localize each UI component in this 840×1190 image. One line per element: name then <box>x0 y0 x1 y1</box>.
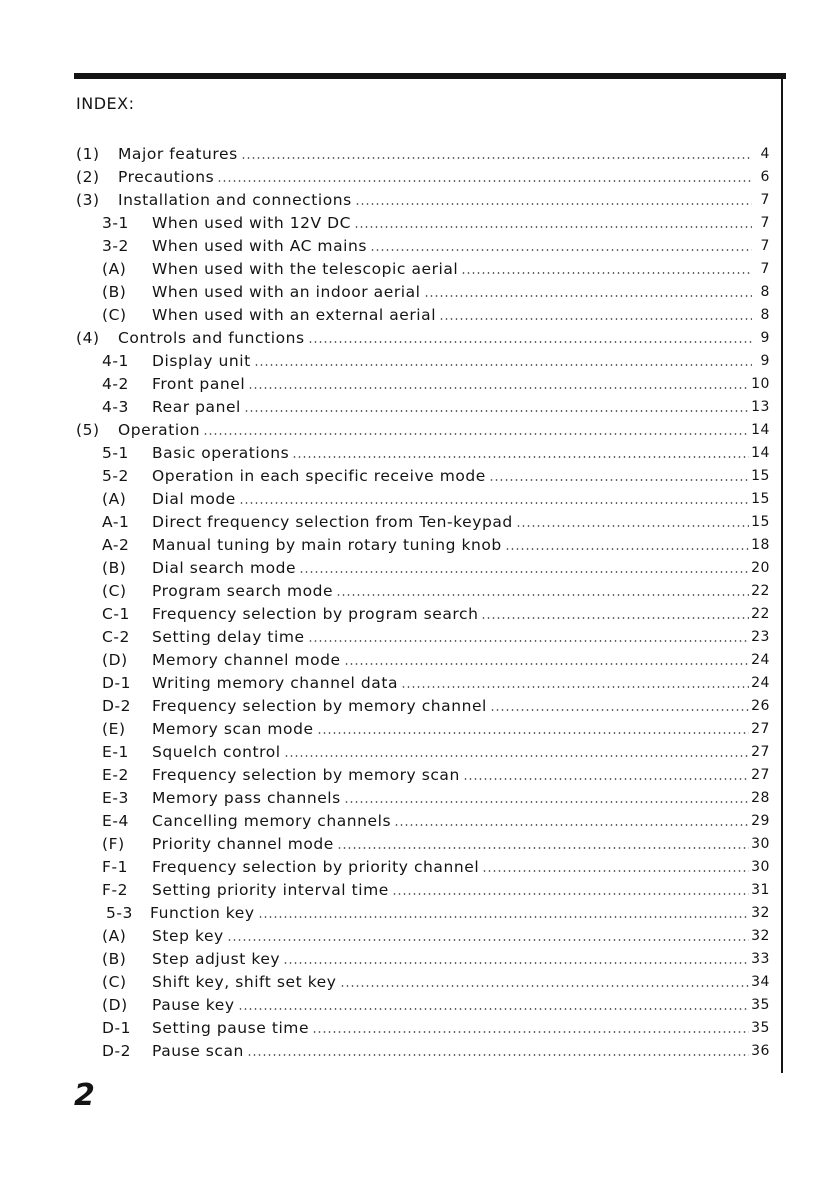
toc-entry-page: 4 <box>760 146 770 162</box>
toc-entry-page: 14 <box>751 422 770 438</box>
toc-entry-number: (D) <box>102 651 128 669</box>
toc-entry-number: (2) <box>76 168 100 186</box>
toc-entry-title: Shift key, shift set key <box>152 973 337 991</box>
toc-entry-page: 22 <box>751 606 770 622</box>
dot-leader <box>217 180 752 182</box>
toc-entry-number: C-2 <box>102 628 130 646</box>
dot-leader <box>247 1054 749 1056</box>
toc-entry-number: (F) <box>102 835 125 853</box>
toc-entry <box>76 761 770 784</box>
toc-entry-title: Step key <box>152 927 224 945</box>
dot-leader <box>241 157 752 159</box>
toc-entry-page: 35 <box>751 997 770 1013</box>
toc-entry-title: Setting priority interval time <box>152 881 389 899</box>
toc-entry-number: (B) <box>102 283 127 301</box>
page-number: 2 <box>74 1078 95 1113</box>
toc-entry <box>76 393 770 416</box>
table-of-contents <box>76 140 770 1060</box>
toc-entry <box>76 807 770 830</box>
toc-entry <box>76 738 770 761</box>
dot-leader <box>489 479 749 481</box>
toc-entry-number: E-4 <box>102 812 129 830</box>
dot-leader <box>355 203 752 205</box>
toc-entry-number: 5-1 <box>102 444 129 462</box>
toc-entry-number: (E) <box>102 720 126 738</box>
toc-entry <box>76 922 770 945</box>
dot-leader <box>490 709 749 711</box>
toc-entry-number: (5) <box>76 421 100 439</box>
toc-entry-title: Precautions <box>118 168 215 186</box>
toc-entry-title: Frequency selection by memory channel <box>152 697 487 715</box>
toc-entry-number: A-1 <box>102 513 130 531</box>
toc-entry <box>76 278 770 301</box>
dot-leader <box>392 893 749 895</box>
dot-leader <box>482 870 749 872</box>
toc-entry-page: 24 <box>751 652 770 668</box>
toc-entry <box>76 140 770 163</box>
dot-leader <box>354 226 752 228</box>
toc-entry-title: Dial search mode <box>152 559 297 577</box>
toc-entry-number: (A) <box>102 927 127 945</box>
toc-entry <box>76 485 770 508</box>
toc-entry-page: 33 <box>751 951 770 967</box>
toc-entry-page: 22 <box>751 583 770 599</box>
dot-leader <box>258 916 749 918</box>
toc-entry-title: Setting delay time <box>152 628 305 646</box>
toc-entry <box>76 232 770 255</box>
toc-entry-page: 6 <box>760 169 770 185</box>
toc-entry-page: 7 <box>760 215 770 231</box>
toc-entry <box>76 255 770 278</box>
toc-entry-page: 32 <box>751 905 770 921</box>
toc-entry-number: (B) <box>102 559 127 577</box>
toc-entry-number: (C) <box>102 582 127 600</box>
toc-entry-page: 8 <box>760 284 770 300</box>
toc-entry-title: Frequency selection by program search <box>152 605 479 623</box>
toc-entry-title: Dial mode <box>152 490 236 508</box>
toc-entry <box>76 991 770 1014</box>
toc-entry-page: 27 <box>751 767 770 783</box>
toc-entry <box>76 692 770 715</box>
toc-entry <box>76 186 770 209</box>
toc-entry-number: (C) <box>102 306 127 324</box>
toc-entry-title: Memory channel mode <box>152 651 341 669</box>
top-rule <box>74 73 786 79</box>
toc-entry <box>76 623 770 646</box>
dot-leader <box>238 1008 749 1010</box>
toc-entry-page: 27 <box>751 744 770 760</box>
toc-entry <box>76 876 770 899</box>
toc-entry <box>76 715 770 738</box>
toc-entry-number: (B) <box>102 950 127 968</box>
toc-entry-title: Basic operations <box>152 444 290 462</box>
toc-entry-page: 34 <box>751 974 770 990</box>
toc-entry-title: Memory pass channels <box>152 789 341 807</box>
toc-entry-title: When used with an external aerial <box>152 306 437 324</box>
toc-entry-page: 24 <box>751 675 770 691</box>
toc-entry-title: Program search mode <box>152 582 334 600</box>
dot-leader <box>227 939 749 941</box>
dot-leader <box>336 594 749 596</box>
toc-entry-page: 36 <box>751 1043 770 1059</box>
toc-entry-page: 7 <box>760 238 770 254</box>
toc-entry-title: Front panel <box>152 375 246 393</box>
toc-entry-number: F-1 <box>102 858 129 876</box>
toc-entry-number: E-1 <box>102 743 129 761</box>
toc-entry-title: Installation and connections <box>118 191 352 209</box>
toc-entry <box>76 301 770 324</box>
dot-leader <box>248 387 749 389</box>
toc-entry-page: 15 <box>751 514 770 530</box>
toc-entry-title: Operation in each specific receive mode <box>152 467 486 485</box>
toc-entry <box>76 554 770 577</box>
dot-leader <box>283 962 749 964</box>
dot-leader <box>344 801 749 803</box>
toc-entry-number: (1) <box>76 145 100 163</box>
toc-entry-number: E-2 <box>102 766 129 784</box>
index-heading: INDEX: <box>76 94 135 113</box>
toc-entry-page: 14 <box>751 445 770 461</box>
toc-entry <box>76 784 770 807</box>
toc-entry <box>76 646 770 669</box>
toc-entry-page: 27 <box>751 721 770 737</box>
toc-entry-number: D-2 <box>102 1042 132 1060</box>
toc-entry-title: Manual tuning by main rotary tuning knob <box>152 536 502 554</box>
toc-entry-page: 28 <box>751 790 770 806</box>
toc-entry-page: 29 <box>751 813 770 829</box>
dot-leader <box>461 272 752 274</box>
dot-leader <box>394 824 749 826</box>
dot-leader <box>299 571 749 573</box>
toc-entry-page: 30 <box>751 836 770 852</box>
toc-entry-number: D-1 <box>102 1019 132 1037</box>
toc-entry <box>76 439 770 462</box>
dot-leader <box>308 341 752 343</box>
toc-entry-number: (C) <box>102 973 127 991</box>
toc-entry-title: When used with 12V DC <box>152 214 352 232</box>
toc-entry-title: Rear panel <box>152 398 241 416</box>
dot-leader <box>340 985 750 987</box>
toc-entry-title: Pause scan <box>152 1042 244 1060</box>
toc-entry <box>76 853 770 876</box>
dot-leader <box>317 732 750 734</box>
toc-entry-number: D-2 <box>102 697 132 715</box>
toc-entry-number: D-1 <box>102 674 132 692</box>
toc-entry-title: Operation <box>118 421 201 439</box>
toc-entry-title: Frequency selection by memory scan <box>152 766 460 784</box>
toc-entry-title: Writing memory channel data <box>152 674 398 692</box>
toc-entry-page: 15 <box>751 491 770 507</box>
toc-entry <box>76 416 770 439</box>
toc-entry-number: 4-1 <box>102 352 129 370</box>
dot-leader <box>308 640 749 642</box>
dot-leader <box>370 249 752 251</box>
toc-entry <box>76 968 770 991</box>
toc-entry-title: Squelch control <box>152 743 281 761</box>
toc-entry-title: Frequency selection by priority channel <box>152 858 480 876</box>
toc-entry <box>76 830 770 853</box>
toc-entry-title: Cancelling memory channels <box>152 812 392 830</box>
toc-entry-title: Controls and functions <box>118 329 305 347</box>
toc-entry-number: 4-3 <box>102 398 129 416</box>
toc-entry-page: 10 <box>751 376 770 392</box>
toc-entry <box>76 209 770 232</box>
dot-leader <box>239 502 749 504</box>
toc-entry-number: C-1 <box>102 605 130 623</box>
toc-entry-title: Setting pause time <box>152 1019 310 1037</box>
right-margin-rule <box>781 73 783 1073</box>
toc-entry-page: 20 <box>751 560 770 576</box>
toc-entry <box>76 324 770 347</box>
dot-leader <box>284 755 749 757</box>
toc-entry <box>76 577 770 600</box>
dot-leader <box>203 433 749 435</box>
toc-entry-title: Priority channel mode <box>152 835 334 853</box>
toc-entry-page: 7 <box>760 261 770 277</box>
dot-leader <box>337 847 749 849</box>
toc-entry-page: 9 <box>760 353 770 369</box>
toc-entry <box>76 600 770 623</box>
toc-entry-number: E-3 <box>102 789 129 807</box>
toc-entry <box>76 370 770 393</box>
toc-entry-page: 30 <box>751 859 770 875</box>
toc-entry-title: Display unit <box>152 352 251 370</box>
toc-entry-page: 9 <box>760 330 770 346</box>
toc-entry-page: 26 <box>751 698 770 714</box>
toc-entry <box>76 347 770 370</box>
toc-entry-page: 23 <box>751 629 770 645</box>
dot-leader <box>424 295 752 297</box>
toc-entry-title: Pause key <box>152 996 235 1014</box>
dot-leader <box>254 364 752 366</box>
toc-entry-number: (3) <box>76 191 100 209</box>
dot-leader <box>344 663 749 665</box>
toc-entry-number: F-2 <box>102 881 129 899</box>
toc-entry <box>76 531 770 554</box>
toc-entry-number: 5-2 <box>102 467 129 485</box>
toc-entry-number: 4-2 <box>102 375 129 393</box>
toc-entry-number: A-2 <box>102 536 130 554</box>
toc-entry-title: When used with an indoor aerial <box>152 283 421 301</box>
toc-entry-title: Major features <box>118 145 238 163</box>
toc-entry-page: 7 <box>760 192 770 208</box>
toc-entry-title: Direct frequency selection from Ten-keypad <box>152 513 513 531</box>
toc-entry-page: 18 <box>751 537 770 553</box>
toc-entry-number: (4) <box>76 329 100 347</box>
toc-entry-title: Memory scan mode <box>152 720 314 738</box>
toc-entry-number: (D) <box>102 996 128 1014</box>
toc-entry-page: 15 <box>751 468 770 484</box>
toc-entry-number: (A) <box>102 490 127 508</box>
dot-leader <box>292 456 749 458</box>
dot-leader <box>439 318 752 320</box>
dot-leader <box>401 686 749 688</box>
toc-entry-page: 32 <box>751 928 770 944</box>
toc-entry <box>76 508 770 531</box>
dot-leader <box>505 548 749 550</box>
dot-leader <box>481 617 749 619</box>
dot-leader <box>244 410 749 412</box>
toc-entry-number: 3-1 <box>102 214 129 232</box>
dot-leader <box>312 1031 749 1033</box>
toc-entry <box>76 945 770 968</box>
toc-entry-title: Function key <box>150 904 255 922</box>
toc-entry <box>76 1037 770 1060</box>
toc-entry-page: 8 <box>760 307 770 323</box>
toc-entry-title: When used with the telescopic aerial <box>152 260 459 278</box>
toc-entry-number: 3-2 <box>102 237 129 255</box>
dot-leader <box>516 525 749 527</box>
toc-entry <box>76 899 770 922</box>
toc-entry-page: 13 <box>751 399 770 415</box>
toc-entry-title: When used with AC mains <box>152 237 367 255</box>
toc-entry-page: 35 <box>751 1020 770 1036</box>
toc-entry-title: Step adjust key <box>152 950 281 968</box>
toc-entry-page: 31 <box>751 882 770 898</box>
toc-entry <box>76 462 770 485</box>
toc-entry-number: 5-3 <box>106 904 133 922</box>
toc-entry-number: (A) <box>102 260 127 278</box>
toc-entry <box>76 1014 770 1037</box>
toc-entry <box>76 669 770 692</box>
dot-leader <box>463 778 749 780</box>
toc-entry <box>76 163 770 186</box>
